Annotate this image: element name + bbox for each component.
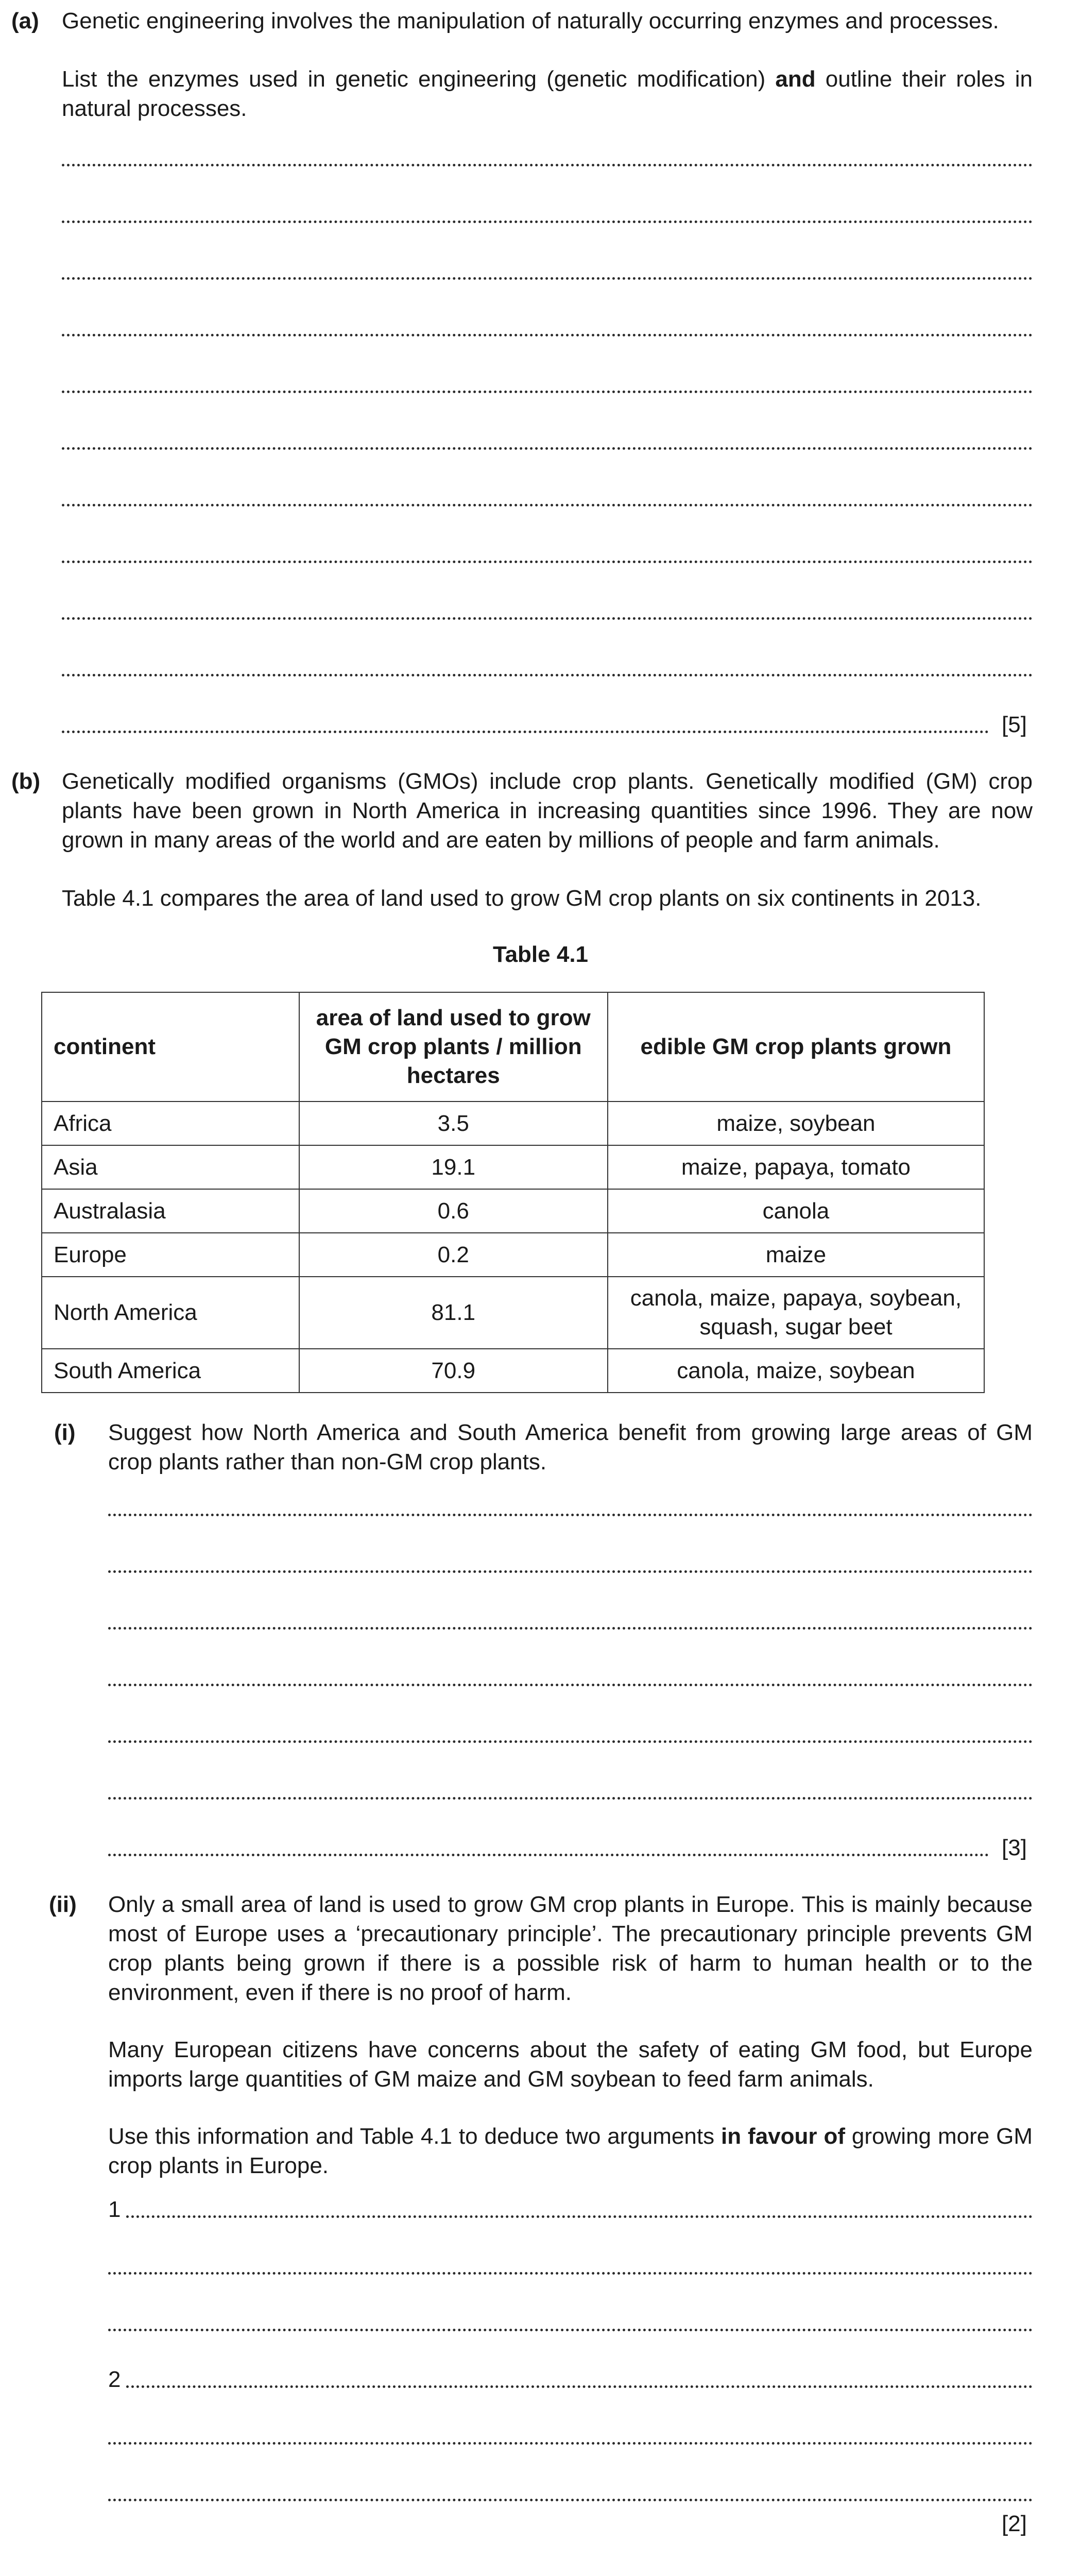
gm-crop-table [41,992,985,1393]
cell-continent: Asia [42,1145,299,1189]
answer-line[interactable] [108,2272,1033,2275]
answer-line[interactable] [108,1740,1033,1743]
answer-line[interactable] [62,674,1033,676]
cell-area: 70.9 [299,1349,608,1393]
header-crops: edible GM crop plants grown [608,992,984,1101]
cell-crops: maize [608,1233,984,1277]
part-ii-para2: Many European citizens have concerns about the safety of eating GM food, but Europe imports large quantities of GM maize and GM soybean to feed farm animals. [108,2037,1033,2092]
part-a-question-post: outline their roles in natural processes. [62,66,1033,121]
argument-number-1: 1 [108,2197,121,2222]
part-a-question [62,64,1033,123]
part-iii-label [44,2573,78,2576]
answer-line[interactable] [126,2215,1033,2218]
answer-line[interactable] [108,1514,1033,1516]
part-ii-label: (ii) [49,1892,77,1917]
cell-continent: Africa [42,1101,299,1145]
cell-area: 19.1 [299,1145,608,1189]
answer-line[interactable] [62,731,989,733]
part-i-marks: [3] [1002,1835,1027,1860]
answer-line[interactable] [108,2499,1033,2501]
table-row [42,1349,984,1393]
answer-line[interactable] [62,504,1033,506]
table-row [42,1277,984,1349]
answer-line[interactable] [62,164,1033,166]
part-ii-question-post: growing more GM crop plants in Europe. [108,2124,1033,2178]
cell-continent: South America [42,1349,299,1393]
part-b-intro: Genetically modified organisms (GMOs) include crop plants. Genetically modified (GM) crop plants have been grown in North America in increasing quantities since 1996. They are now grown in many areas of the world and are eaten by millions of people and farm animals. [62,769,1033,853]
answer-line[interactable] [62,277,1033,280]
answer-line[interactable] [108,1797,1033,1800]
answer-line[interactable] [62,221,1033,223]
answer-line[interactable] [62,617,1033,620]
part-ii-question [108,2122,1033,2180]
table-intro: Table 4.1 compares the area of land used to grow GM crop plants on six continents in 2013. [62,886,982,911]
cell-continent: North America [42,1277,299,1349]
cell-crops: canola [608,1189,984,1233]
answer-line[interactable] [62,447,1033,450]
part-i-label: (i) [54,1420,76,1445]
answer-line[interactable] [62,334,1033,336]
cell-crops: canola, maize, papaya, soybean, squash, sugar beet [608,1277,984,1349]
table-caption: Table 4.1 [492,942,589,967]
table-row [42,1189,984,1233]
part-ii-marks: [2] [1002,2511,1027,2536]
answer-line[interactable] [108,2329,1033,2331]
answer-line[interactable] [62,391,1033,393]
cell-crops: maize, papaya, tomato [608,1145,984,1189]
table-row [42,1101,984,1145]
part-b-label: (b) [11,769,41,794]
cell-crops: canola, maize, soybean [608,1349,984,1393]
cell-area: 0.6 [299,1189,608,1233]
answer-line[interactable] [108,2442,1033,2445]
table-row [42,1233,984,1277]
cell-area: 0.2 [299,1233,608,1277]
cell-continent: Australasia [42,1189,299,1233]
answer-line[interactable] [108,1684,1033,1686]
part-ii-question-pre: Use this information and Table 4.1 to deduce two arguments [108,2124,722,2149]
table-row [42,1145,984,1189]
answer-line[interactable] [62,561,1033,563]
part-ii-question-bold: in favour of [721,2124,845,2149]
argument-number-2: 2 [108,2367,121,2392]
part-ii-para1: Only a small area of land is used to grow GM crop plants in Europe. This is mainly because most of Europe uses a ‘precautionary principle’. The precautionary principle prevents GM crop plants being grown if there is a possible risk of harm to human health or to the environment, even if there is no proof of harm. [108,1892,1033,2005]
part-a-label: (a) [11,8,39,33]
table-header-row [42,992,984,1101]
part-a-question-bold: and [775,66,816,92]
answer-line[interactable] [108,1854,989,1856]
header-area: area of land used to grow GM crop plants / million hectares [299,992,608,1101]
part-a-marks: [5] [1002,712,1027,737]
answer-line[interactable] [108,1627,1033,1630]
part-i-question: Suggest how North America and South America benefit from growing large areas of GM crop plants rather than non-GM crop plants. [108,1420,1033,1475]
cell-area: 3.5 [299,1101,608,1145]
answer-line[interactable] [108,1570,1033,1573]
cell-continent: Europe [42,1233,299,1277]
part-a-question-pre: List the enzymes used in genetic engineering (genetic modification) [62,66,776,92]
cell-area: 81.1 [299,1277,608,1349]
header-continent: continent [42,992,299,1101]
part-a-intro: Genetic engineering involves the manipulation of naturally occurring enzymes and processes. [62,8,999,33]
cell-crops: maize, soybean [608,1101,984,1145]
answer-line[interactable] [126,2385,1033,2388]
part-iii-question [108,2573,1033,2576]
